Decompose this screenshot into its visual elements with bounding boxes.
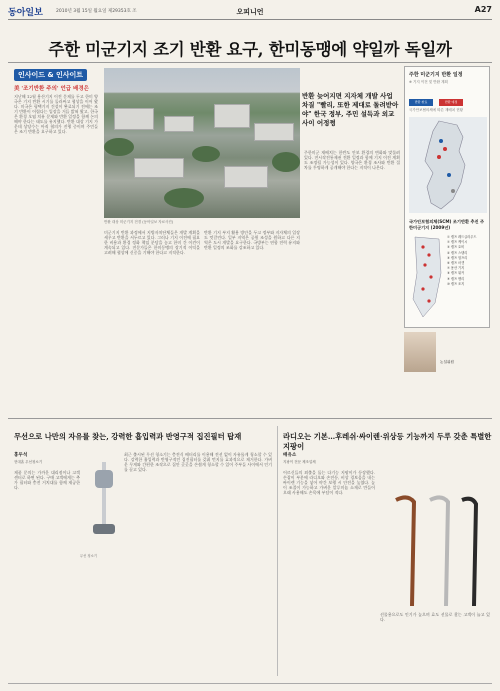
plan-title: 국가안보협의체(SCM) 조기반환 추진 주한미군기지 (2009년) (409, 219, 485, 230)
photo-tree (164, 188, 204, 208)
ad-left-column-2 (124, 452, 272, 674)
page-footer-rule (8, 683, 492, 684)
column-divider (277, 426, 278, 676)
page-number: A27 (474, 5, 492, 14)
ad-right-headline: 라디오는 기본…후레쉬·싸이렌·위상등 기능까지 두루 갖춘 특별한 지팡이 (283, 432, 492, 451)
base-list-item: ④ 캠프 스탠리 (447, 250, 468, 255)
masthead (8, 4, 492, 20)
korea-map (409, 117, 487, 213)
base-list-item: ⑧ 캠프 워커 (447, 271, 465, 276)
photo-building (254, 123, 294, 141)
author-byline (404, 330, 490, 374)
legend-item: 반환 예정 (439, 99, 463, 106)
article-text: 미군기지 반환 과정에서 지방자치단체들은 개발 계획을 세우고 반환을 서두르고 있다. 그러나 기지 이전에 필요한 비용과 환경 정화 책임 분담을 놓고 한미 간 이견이 계속되고 있다. 전문가들은 한미동맹의 장기적 이익을 고려해 협상에 신중을 기해야 한다고 지적한다. (104, 230, 200, 255)
section-divider (8, 418, 492, 419)
infobox-title: 주한 미군기지 반환 일정 (409, 72, 463, 78)
photo-tree (272, 152, 300, 172)
article-column-1 (14, 94, 98, 412)
vacuum-icon (89, 462, 119, 547)
main-headline: 주한 미군기지 조기 반환 요구, 한미동맹에 약일까 독일까 (48, 40, 452, 59)
pull-quote: 반환 늦어지면 지자체 개발 사업 차질 "빨리, 또한 제대로 돌려받아야" 한국 정부, 주민 설득과 외교 사이 어정쩡 (302, 92, 399, 127)
base-return-infobox (404, 66, 490, 328)
map-label: 국가안보협의체에 따른 재배치 현황 (409, 108, 464, 112)
base-list-item: ⑤ 캠프 험프리 (447, 255, 468, 260)
ad-left-writer: 홍두석 (14, 453, 28, 458)
photo-building (164, 116, 194, 132)
headline-rule (8, 62, 492, 63)
base-list-item: ③ 캠프 호비 (447, 245, 465, 250)
ad-right-column-1 (283, 470, 375, 674)
ad-text: 선물용으로도 인기가 높으며 효도 선물로 찾는 고객이 늘고 있다. (380, 612, 490, 622)
article-text: 주한미군 재배치는 한반도 안보 환경의 변화와 맞물려 있다. 전시작전통제권 전환 일정과 함께 기지 이전 계획도 조정될 가능성이 있다. 양국은 환경 조사와 반환 절차를 투명하게 공개해야 한다는 지적이 나온다. (304, 150, 400, 170)
ad-right-writer: 배유소 (283, 453, 297, 458)
photo-tree (192, 146, 220, 162)
photo-building (134, 158, 184, 178)
base-list-item: ⑦ 용산 기지 (447, 266, 465, 271)
base-list-item: ② 캠프 케이시 (447, 240, 468, 245)
region-map-icon (409, 233, 445, 321)
product-caption: 무선 청소기 (80, 554, 97, 558)
ad-text: 최근 출시된 무선 청소기는 충전식 배터리를 이용해 전선 없이 자유롭게 청소할 수 있다. 강력한 흡입력과 반영구적인 집진필터를 갖춰 먼지를 효과적으로 제거한다. 가벼운 무게와 간편한 조작으로 집안 곳곳을 손쉽게 청소할 수 있어 주부들 사이에서 인기를 끌고 있다. (124, 452, 272, 472)
photo-building (224, 166, 268, 188)
ad-text: 어르신들의 외출을 돕는 다기능 지팡이가 등장했다. 손잡이 부분에 라디오와 손전등, 비상 경보음을 내는 싸이렌 기능을 넣어 야간 보행 시 안전을 높였다. 높이 조절이 가능하고 가벼운 알루미늄 소재로 만들어 오래 사용해도 손목에 부담이 적다. (283, 470, 375, 495)
article-column-3 (204, 230, 300, 412)
column-tag: 인사이드 & 인사이트 (14, 69, 87, 81)
ad-left-column-1 (14, 470, 80, 670)
photo-building (214, 104, 250, 128)
author-name: 논설위원 (440, 360, 454, 364)
base-list (447, 235, 477, 287)
legend-item: 반환 완료 (409, 99, 433, 106)
walking-cane-product-image (380, 494, 480, 609)
article-text: 반환 기지 부지 활용 방안을 두고 정부와 지자체의 입장도 엇갈린다. 일부 지역은 공원 조성을 원하고 다른 지역은 도시 개발을 요구한다. 국방부는 연합 전력 유지와 반환 일정의 조화를 강조하고 있다. (204, 230, 300, 250)
article-text: 지난해 12월 용산기지 이전 문제를 두고 한미 양국은 기지 반환 시기를 둘러싸고 협상을 이어 왔다. 미국은 평택기지 건설이 완료되기 전에는 조기 반환이 어렵다는 입장을 거듭 밝혀 왔고, 한국은 환경 오염 치유 문제와 반환 일정을 함께 논의해야 한다는 태도를 유지했다. 반환 대상 기지 가운데 상당수는 아직 협의가 진행 중이며 주민들은 조기 반환을 요구하고 있다. (14, 94, 98, 134)
ad-right-writer-sub: 지팡이 전문 제조업체 (283, 460, 316, 464)
base-plan-diagram (409, 233, 487, 323)
base-list-item: ⑨ 캠프 헨리 (447, 276, 465, 281)
military-base-photo (104, 68, 300, 218)
map-legend (409, 88, 487, 106)
photo-building (114, 108, 154, 130)
base-list-item: ① 캠프 레드클라우드 (447, 235, 477, 239)
section-title: 오피니언 (236, 7, 264, 16)
photo-tree (104, 138, 134, 156)
base-list-item: ⑩ 캠프 조지 (447, 281, 465, 286)
article-column-4 (304, 150, 400, 412)
korea-map-icon (409, 117, 487, 213)
walking-cane-icon (380, 494, 480, 609)
article-column-2 (104, 230, 200, 412)
author-photo (404, 332, 436, 372)
vacuum-product-image (89, 462, 119, 547)
infobox-subtitle: ※ 기지 이전 및 반환 계획 (409, 80, 448, 84)
issue-date: 2010년 3월 15일 월요일 제29353호 조 (56, 9, 137, 14)
ad-left-headline: 무선으로 나만의 자유를 찾는, 강력한 흡입력과 반영구적 집진필터 탑재 (14, 432, 242, 441)
base-list-item: ⑥ 캠프 마켓 (447, 261, 465, 266)
column-subhead: 美 '조기반환 주의' 언급 배경은 (14, 86, 89, 92)
ad-right-column-2 (380, 612, 490, 674)
ad-text: 제품 문의는 가까운 대리점이나 고객센터로 하면 된다. 구매 고객에게는 추가 필터와 충전 거치대를 함께 제공한다. (14, 470, 80, 490)
newspaper-logo: 동아일보 (8, 8, 43, 18)
ad-left-writer-sub: 현대홈 무선청소기 (14, 460, 43, 464)
photo-caption: 반환 대상 미군기지 전경 (동아일보 자료사진) (104, 220, 174, 224)
